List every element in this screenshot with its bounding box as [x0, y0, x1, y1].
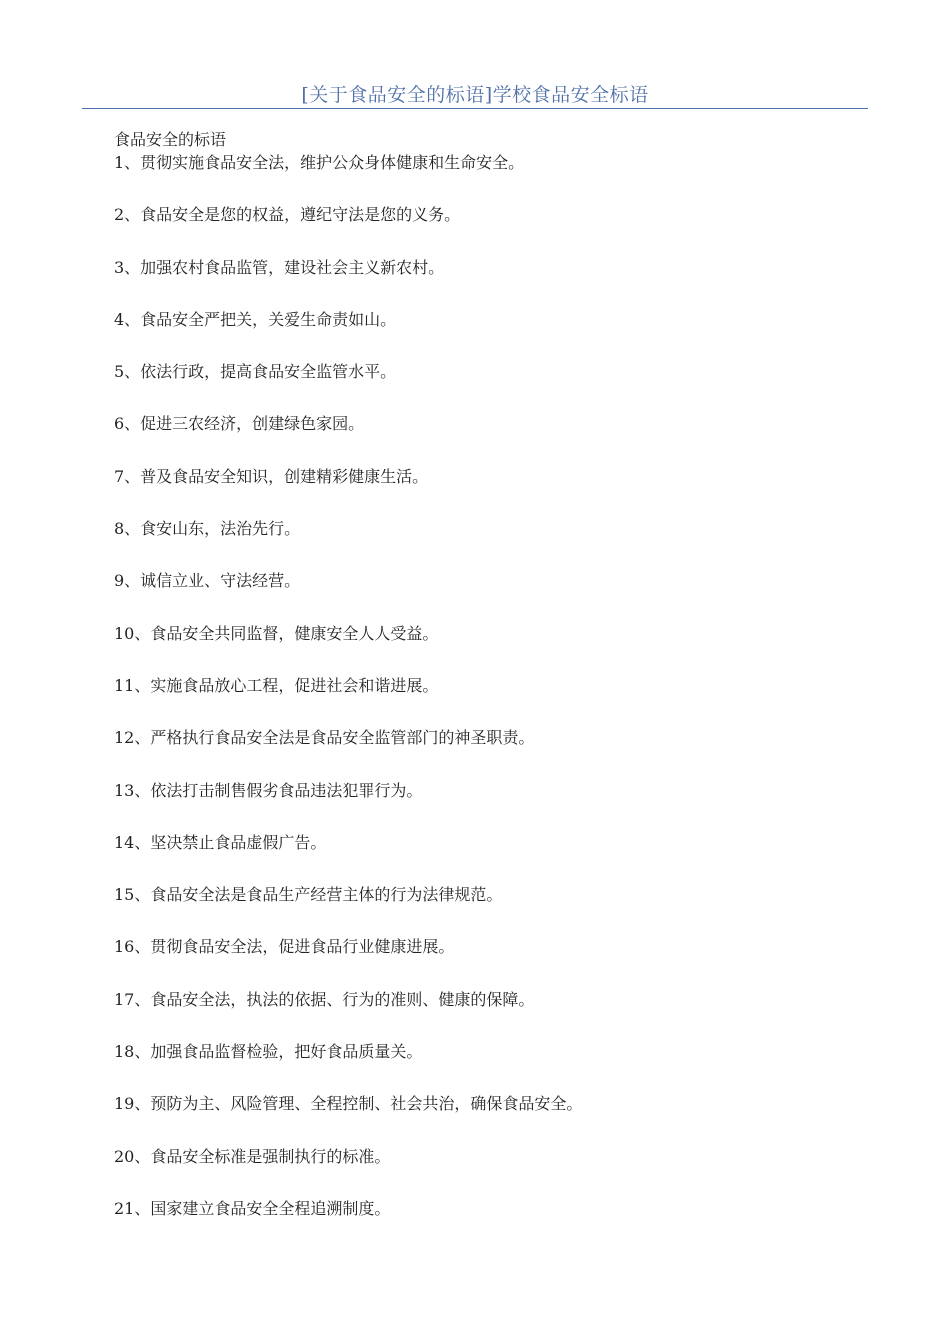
slogan-item-1: 1、贯彻实施食品安全法，维护公众身体健康和生命安全。	[114, 153, 525, 172]
slogan-item-9: 9、诚信立业、守法经营。	[114, 571, 301, 591]
slogan-item-15: 15、食品安全法是食品生产经营主体的行为法律规范。	[114, 885, 503, 905]
slogan-item-6: 6、促进三农经济，创建绿色家园。	[114, 414, 365, 434]
page-header-title: [关于食品安全的标语]学校食品安全标语	[301, 84, 649, 106]
slogan-item-21: 21、国家建立食品安全全程追溯制度。	[114, 1198, 391, 1218]
slogan-item-7: 7、普及食品安全知识，创建精彩健康生活。	[114, 466, 429, 486]
slogan-item-5: 5、依法行政，提高食品安全监管水平。	[114, 362, 397, 382]
slogan-item-11: 11、实施食品放心工程，促进社会和谐进展。	[114, 675, 439, 695]
slogan-item-8: 8、食安山东，法治先行。	[114, 519, 301, 539]
section-heading: 食品安全的标语	[114, 130, 227, 149]
slogan-item-12: 12、严格执行食品安全法是食品安全监管部门的神圣职责。	[114, 728, 535, 748]
slogan-item-17: 17、食品安全法，执法的依据、行为的准则、健康的保障。	[114, 989, 535, 1009]
slogan-item-3: 3、加强农村食品监管，建设社会主义新农村。	[114, 257, 445, 277]
slogan-item-10: 10、食品安全共同监督，健康安全人人受益。	[114, 623, 439, 643]
slogan-item-14: 14、坚决禁止食品虚假广告。	[114, 832, 327, 852]
slogan-item-2: 2、食品安全是您的权益，遵纪守法是您的义务。	[114, 205, 461, 225]
slogan-item-13: 13、依法打击制售假劣食品违法犯罪行为。	[114, 780, 423, 800]
header-divider	[82, 108, 868, 109]
slogan-item-19: 19、预防为主、风险管理、全程控制、社会共治，确保食品安全。	[114, 1094, 583, 1114]
slogan-item-4: 4、食品安全严把关，关爱生命责如山。	[114, 309, 397, 329]
slogan-item-20: 20、食品安全标准是强制执行的标准。	[114, 1146, 391, 1166]
slogan-list	[114, 152, 582, 1250]
slogan-item-16: 16、贯彻食品安全法，促进食品行业健康进展。	[114, 937, 455, 957]
slogan-item-18: 18、加强食品监督检验，把好食品质量关。	[114, 1042, 423, 1062]
